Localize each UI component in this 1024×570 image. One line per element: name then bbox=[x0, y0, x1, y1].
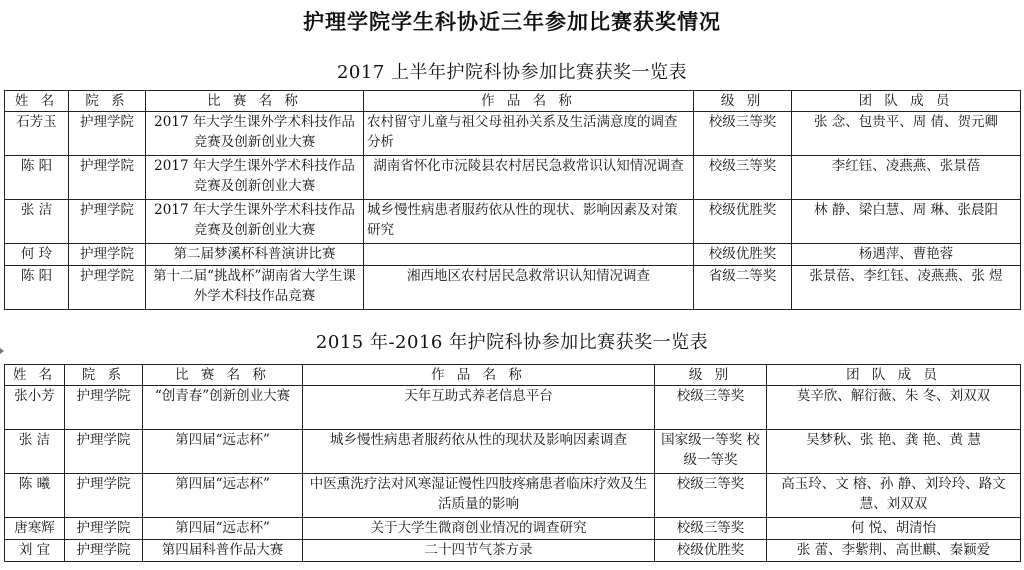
table-header-row bbox=[5, 91, 1021, 112]
cell-work: 城乡慢性病患者服药依从性的现状及影响因素调查 bbox=[303, 430, 655, 474]
cell-team: 杨遇萍、曹艳蓉 bbox=[792, 244, 1021, 266]
cell-level: 校级三等奖 bbox=[655, 386, 767, 430]
cell-dept: 护理学院 bbox=[65, 518, 143, 540]
cell-team: 李红钰、凌燕燕、张景蓓 bbox=[792, 156, 1021, 200]
table1-title: 2017 上半年护院科协参加比赛获奖一览表 bbox=[336, 62, 688, 83]
header-level: 级 别 bbox=[694, 91, 792, 112]
header-contest: 比 赛 名 称 bbox=[143, 365, 303, 386]
table-row bbox=[5, 200, 1021, 244]
cell-dept: 护理学院 bbox=[69, 200, 146, 244]
cell-contest: 第四届“远志杯” bbox=[143, 430, 303, 474]
cell-contest: “创青春”创新创业大赛 bbox=[143, 386, 303, 430]
cell-work: 湖南省怀化市沅陵县农村居民急救常识认知情况调查 bbox=[364, 156, 694, 200]
cell-team: 高玉玲、文 榕、孙 静、刘玲玲、路文慧、刘双双 bbox=[767, 474, 1021, 518]
table-row bbox=[5, 244, 1021, 266]
cell-team: 张景蓓、李红钰、凌燕燕、张 煜 bbox=[792, 266, 1021, 310]
cell-work: 天年互助式养老信息平台 bbox=[303, 386, 655, 430]
table-row bbox=[5, 474, 1021, 518]
cell-name: 何 玲 bbox=[5, 244, 69, 266]
cell-work: 关于大学生微商创业情况的调查研究 bbox=[303, 518, 655, 540]
cell-level: 校级三等奖 bbox=[694, 156, 792, 200]
cell-name: 陈 阳 bbox=[5, 156, 69, 200]
awards-table-2015-2016 bbox=[4, 364, 1021, 562]
cell-name: 陈 曦 bbox=[5, 474, 65, 518]
cell-work: 农村留守儿童与祖父母祖孙关系及生活满意度的调查分析 bbox=[364, 112, 694, 156]
header-team: 团 队 成 员 bbox=[792, 91, 1021, 112]
table-row bbox=[5, 386, 1021, 430]
table-row bbox=[5, 540, 1021, 562]
cell-work: 二十四节气茶方录 bbox=[303, 540, 655, 562]
cell-dept: 护理学院 bbox=[65, 474, 143, 518]
cell-contest: 第二届梦溪杯科普演讲比赛 bbox=[146, 244, 364, 266]
table-header-row bbox=[5, 365, 1021, 386]
header-team: 团 队 成 员 bbox=[767, 365, 1021, 386]
cell-name: 张 洁 bbox=[5, 430, 65, 474]
cell-name: 张 洁 bbox=[5, 200, 69, 244]
table-row bbox=[5, 156, 1021, 200]
cell-contest: 2017 年大学生课外学术科技作品竞赛及创新创业大赛 bbox=[146, 200, 364, 244]
cell-level: 校级三等奖 bbox=[694, 112, 792, 156]
cell-contest: 2017 年大学生课外学术科技作品竞赛及创新创业大赛 bbox=[146, 156, 364, 200]
cell-name: 陈 阳 bbox=[5, 266, 69, 310]
cell-team: 吴梦秋、张 艳、龚 艳、黄 慧 bbox=[767, 430, 1021, 474]
header-dept: 院 系 bbox=[69, 91, 146, 112]
cell-level: 校级三等奖 bbox=[655, 518, 767, 540]
header-name: 姓 名 bbox=[5, 365, 65, 386]
cell-contest: 2017 年大学生课外学术科技作品竞赛及创新创业大赛 bbox=[146, 112, 364, 156]
table-row bbox=[5, 112, 1021, 156]
cell-name: 唐寒辉 bbox=[5, 518, 65, 540]
cell-level: 校级优胜奖 bbox=[694, 200, 792, 244]
cell-contest: 第四届科普作品大赛 bbox=[143, 540, 303, 562]
cell-dept: 护理学院 bbox=[69, 112, 146, 156]
cell-work: 城乡慢性病患者服药依从性的现状、影响因素及对策研究 bbox=[364, 200, 694, 244]
cell-name: 张小芳 bbox=[5, 386, 65, 430]
cell-dept: 护理学院 bbox=[69, 156, 146, 200]
table-row bbox=[5, 518, 1021, 540]
header-name: 姓 名 bbox=[5, 91, 69, 112]
cell-work bbox=[364, 244, 694, 266]
header-work: 作 品 名 称 bbox=[364, 91, 694, 112]
cell-dept: 护理学院 bbox=[65, 430, 143, 474]
cell-contest: 第四届“远志杯” bbox=[143, 474, 303, 518]
cell-team: 张 蕾、李紫荆、高世麒、秦颖爱 bbox=[767, 540, 1021, 562]
cell-level: 校级三等奖 bbox=[655, 474, 767, 518]
cell-dept: 护理学院 bbox=[69, 266, 146, 310]
table2-title: 2015 年-2016 年护院科协参加比赛获奖一览表 bbox=[315, 332, 709, 353]
cell-dept: 护理学院 bbox=[65, 386, 143, 430]
cell-contest: 第十二届“挑战杯”湖南省大学生课外学术科技作品竞赛 bbox=[146, 266, 364, 310]
cell-level: 校级优胜奖 bbox=[694, 244, 792, 266]
cell-team: 张 念、包贵平、周 倩、贺元卿 bbox=[792, 112, 1021, 156]
cell-name: 石芳玉 bbox=[5, 112, 69, 156]
cell-team: 莫辛欣、解衍薇、朱 冬、刘双双 bbox=[767, 386, 1021, 430]
cell-level: 省级二等奖 bbox=[694, 266, 792, 310]
cell-level: 国家级一等奖 校级一等奖 bbox=[655, 430, 767, 474]
cell-work: 湘西地区农村居民急救常识认知情况调查 bbox=[364, 266, 694, 310]
cell-team: 何 悦、胡清怡 bbox=[767, 518, 1021, 540]
cell-level: 校级优胜奖 bbox=[655, 540, 767, 562]
cell-dept: 护理学院 bbox=[65, 540, 143, 562]
cell-dept: 护理学院 bbox=[69, 244, 146, 266]
cell-work: 中医熏洗疗法对风寒湿证慢性四肢疼痛患者临床疗效及生活质量的影响 bbox=[303, 474, 655, 518]
cell-contest: 第四届“远志杯” bbox=[143, 518, 303, 540]
header-level: 级 别 bbox=[655, 365, 767, 386]
page-title: 护理学院学生科协近三年参加比赛获奖情况 bbox=[303, 10, 721, 34]
awards-table-2017 bbox=[4, 90, 1021, 310]
header-work: 作 品 名 称 bbox=[303, 365, 655, 386]
table-row bbox=[5, 430, 1021, 474]
table-row bbox=[5, 266, 1021, 310]
header-contest: 比 赛 名 称 bbox=[146, 91, 364, 112]
header-dept: 院 系 bbox=[65, 365, 143, 386]
cell-team: 林 静、梁白慧、周 琳、张晨阳 bbox=[792, 200, 1021, 244]
cell-name: 刘 宜 bbox=[5, 540, 65, 562]
